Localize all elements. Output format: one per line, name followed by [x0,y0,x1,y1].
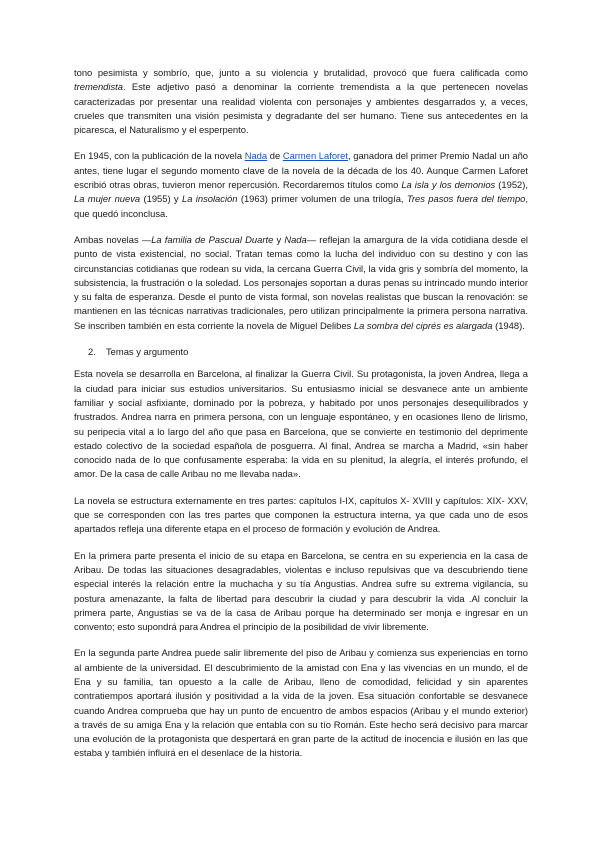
text: (1948). [492,319,525,331]
italic-title: La insolación [181,193,238,205]
section-number: 2. [88,346,96,358]
text: (1952), [495,179,528,191]
text: — reflejan la amargura de la vida cotidiana desde el punto de vista existencial, no social. Tratan temas como la lucha del individuo con su destino y con las circunstancias cotidianas que rodean su vida, la cercana Guerra Civil, la vida gris y sombría del momento, la subsistencia, la frustración o la soledad. Los personajes soportan a duras penas su intrincado mundo interior y su falta de esperanza. Desde el punto de vista formal, son novelas realistas que buscan la renovación: se mantienen en las técnicas narrativas tradicionales, pero utilizan principalmente la primera persona narrativa. Se inscriben también en esta corriente la novela de Miguel Delibes [74,233,529,331]
paragraph-estructura: La novela se estructura externamente en tres partes: capítulos I-IX, capítulos X- XVIII y capítulos: XIX- XXV, que se corresponden con las tres partes que componen la estructura interna, ya que cada uno de esos apartados refleja una diferente etapa en el proceso de formación y evolución de Andrea. [74,494,528,535]
text: Ambas novelas — [74,233,152,245]
document-page [74,66,528,773]
text: tono pesimista y sombrío, que, junto a su violencia y brutalidad, provocó que fuera calificada como [74,67,528,78]
text: , ganadora del primer Premio Nadal un año antes, tiene lugar el segundo momento clave de la novela de la década de los 40. Aunque Carmen Laforet escribió otras obras, tuvieron menor repercusión. Recordaremos títulos como [74,150,528,191]
text: En 1945, con la publicación de la novela [74,150,245,162]
paragraph-primera-parte: En la primera parte presenta el inicio de su etapa en Barcelona, se centra en su experiencia en la casa de Aribau. De todas las situaciones desagradables, violentas e incluso repulsivas que va descubriendo tiene especial interés la relación entre la muchacha y su tía Angustias. Andrea sufre su extrema vigilancia, su postura amenazante, la falta de libertad para descubrir la ciudad y para descubrir la vida .Al concluir la primera parte, Angustias se va de la casa de Aribau porque ha determinado ser monja e ingresar en un convento; esto supondrá para Andrea el principio de la posibilidad de vivir libremente. [74,549,528,633]
italic-title: Nada [284,233,307,245]
paragraph-ambas-novelas [74,233,528,333]
italic-title: La mujer nueva [74,193,141,205]
paragraph-nada-1945 [74,149,528,220]
paragraph-segunda-parte: En la segunda parte Andrea puede salir libremente del piso de Aribau y comienza sus experiencias en torno al ambiente de la universidad. El descubrimiento de la amistad con Ena y las vivencias en un mundo, el de Ena y su familia, tan opuesto a la calle de Aribau, lleno de comodidad, felicidad y sin aparentes contratiempos aportará ilusión y positividad a la vida de la joven. Esa situación confortable se desvanece cuando Andrea comprueba que hay un punto de encuentro de ambos espacios (Aribau y el mundo exterior) a través de su amiga Ena y la relación que entabla con su tío Román. Este hecho será decisivo para marcar una evolución de la protagonista que despertará en gran parte de la actitud de inocencia e ilusión en las que estaba y también influirá en el desenlace de la historia. [74,647,528,759]
link-nada[interactable]: Nada [244,150,268,162]
paragraph-argumento: Esta novela se desarrolla en Barcelona, al finalizar la Guerra Civil. Su protagonista, la joven Andrea, llega a la ciudad para iniciar sus estudios universitarios. Su entusiasmo inicial se desvanece ante un ambiente familiar y social asfixiante, dominado por la pobreza, y habitado por unos personajes desequilibrados y frustrados. Andrea narra en primera persona, con un lenguaje espontáneo, y en ocasiones lleno de lirismo, su peripecia vital a lo largo del año que pasa en Barcelona, que se convierte en testimonio del deprimente estado colectivo de la sociedad española de posguerra. Al final, Andrea se marcha a Madrid, «sin haber conocido nada de lo que confusamente esperaba: la vida en su plenitud, la alegría, el interés profundo, el amor. De la casa de calle Aribau no me llevaba nada». [74,368,528,480]
italic-title: Tres pasos fuera del tiempo [406,193,526,205]
text: , que quedó inconclusa. [74,193,528,219]
text: de [267,150,283,162]
italic-term: tremendista [74,81,123,93]
italic-title: La sombra del ciprés es alargada [353,319,493,331]
text: y [273,233,285,245]
italic-title: La isla y los demonios [401,179,496,191]
italic-title: La familia de Pascual Duarte [151,233,274,245]
link-carmen-laforet[interactable]: Carmen Laforet [282,150,348,162]
paragraph-tremendismo [74,66,528,137]
text: (1955) y [140,193,182,205]
section-heading [88,345,528,359]
text: . Este adjetivo pasó a denominar la corriente tremendista a la que pertenecen novelas caracterizadas por presentar una realidad violenta con personajes y ambientes desgarrados y, a veces, crueles que transmiten una visión pesimista y degradante del ser humano. Tiene sus antecedentes en la picaresca, el Naturalismo y el esperpento. [74,81,528,136]
text: (1963) primer volumen de una trilogía, [237,193,407,205]
section-title: Temas y argumento [106,346,189,358]
